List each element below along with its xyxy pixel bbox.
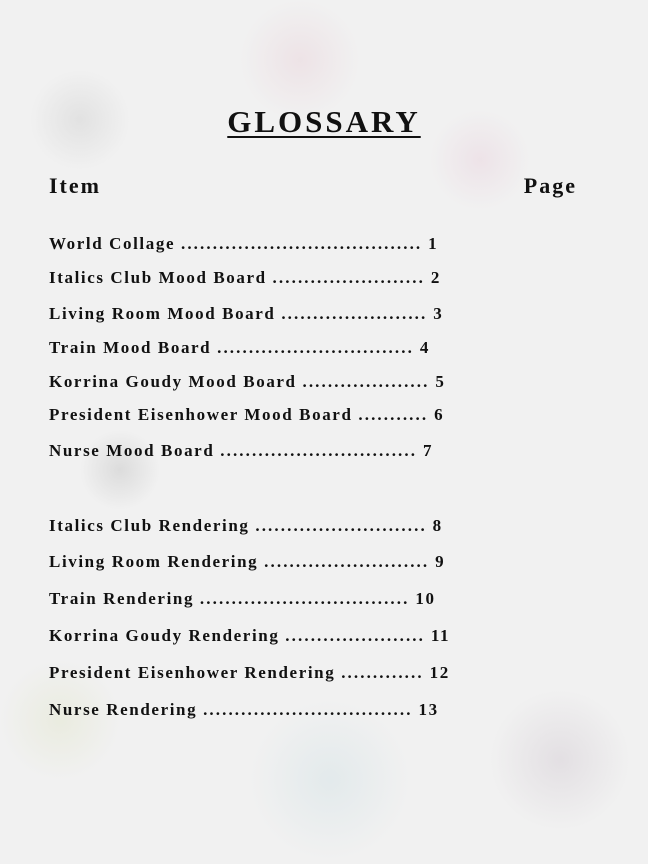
glossary-entry xyxy=(49,234,438,254)
entry-dots: ...................................... xyxy=(180,234,423,253)
entry-page: 10 xyxy=(415,589,436,608)
glossary-entry xyxy=(49,441,433,461)
glossary-entry xyxy=(49,372,445,392)
glossary-entry xyxy=(49,589,436,609)
entry-label: Living Room Rendering xyxy=(49,552,259,571)
entry-page: 3 xyxy=(433,304,444,323)
entry-page: 1 xyxy=(428,234,439,253)
entry-dots: ........................ xyxy=(272,268,425,287)
entry-dots: ................................. xyxy=(199,589,410,608)
entry-page: 9 xyxy=(435,552,446,571)
entry-label: World Collage xyxy=(49,234,176,253)
entry-label: Nurse Rendering xyxy=(49,700,198,719)
entry-page: 2 xyxy=(430,268,441,287)
entry-label: Nurse Mood Board xyxy=(49,441,215,460)
glossary-entry xyxy=(49,700,439,720)
entry-page: 11 xyxy=(430,626,451,645)
entry-label: Italics Club Rendering xyxy=(49,516,250,535)
entry-page: 6 xyxy=(434,405,445,424)
entry-page: 13 xyxy=(418,700,439,719)
entry-page: 4 xyxy=(419,338,430,357)
entry-page: 8 xyxy=(432,516,443,535)
glossary-entry xyxy=(49,338,430,358)
glossary-entry xyxy=(49,268,441,288)
glossary-entry xyxy=(49,405,444,425)
entry-label: President Eisenhower Mood Board xyxy=(49,405,353,424)
glossary-entry xyxy=(49,663,450,683)
entry-label: Living Room Mood Board xyxy=(49,304,276,323)
glossary-title xyxy=(0,104,648,140)
entry-dots: ........................... xyxy=(255,516,427,535)
entry-label: President Eisenhower Rendering xyxy=(49,663,336,682)
entry-dots: ....................... xyxy=(281,304,428,323)
entry-page: 7 xyxy=(422,441,434,460)
glossary-entry xyxy=(49,626,450,646)
entry-page: 12 xyxy=(429,663,450,682)
entry-dots: ........... xyxy=(358,405,429,424)
entry-dots: ...................... xyxy=(285,626,425,645)
glossary-entry xyxy=(49,516,443,536)
entry-dots: ............................... xyxy=(217,338,414,357)
glossary-entry xyxy=(49,552,445,572)
entry-label: Korrina Goudy Rendering xyxy=(49,626,280,645)
entry-dots: .................... xyxy=(302,372,430,391)
entry-dots: ............. xyxy=(341,663,424,682)
glossary-title-text: GLOSSARY xyxy=(227,104,421,139)
entry-label: Train Mood Board xyxy=(49,338,212,357)
entry-label: Train Rendering xyxy=(49,589,195,608)
entry-dots: ............................... xyxy=(220,441,418,460)
entry-page: 5 xyxy=(435,372,446,391)
glossary-entry xyxy=(49,304,443,324)
entry-dots: ................................. xyxy=(203,700,413,719)
page-column-header: Page xyxy=(523,173,577,198)
entry-dots: .......................... xyxy=(264,552,430,571)
entry-label: Italics Club Mood Board xyxy=(49,268,267,287)
entry-label: Korrina Goudy Mood Board xyxy=(49,372,297,391)
item-column-header: Item xyxy=(49,173,101,198)
